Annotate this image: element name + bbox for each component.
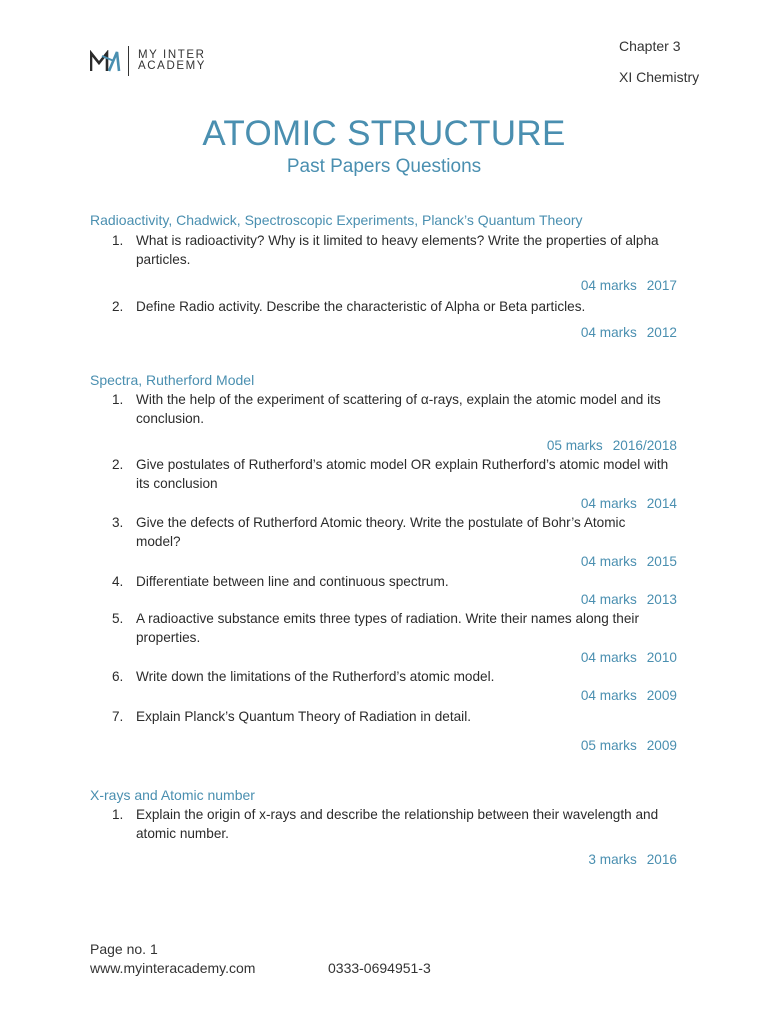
question-number: 1.	[112, 807, 124, 822]
page-subtitle: Past Papers Questions	[286, 156, 482, 177]
question-text: Write down the limitations of the Rutherford’s atomic model.	[136, 669, 495, 684]
academy-logo	[90, 46, 206, 76]
question-marks	[581, 554, 677, 569]
marks-year: 2015	[646, 554, 677, 569]
marks-value: 05 marks	[580, 738, 637, 753]
question-number: 3.	[112, 515, 124, 530]
logo-line-2: ACADEMY	[138, 60, 207, 72]
academy-logo-icon	[90, 50, 122, 72]
question-text: Give the defects of Rutherford Atomic theory. Write the postulate of Bohr’s Atomic model?	[136, 515, 626, 549]
question-text: With the help of the experiment of scattering of α-rays, explain the atomic model and its conclusion.	[136, 392, 661, 426]
logo-divider	[128, 46, 129, 76]
question-number: 5.	[112, 611, 124, 626]
question-number: 2.	[112, 299, 124, 314]
question-number: 4.	[112, 574, 124, 589]
question-marks	[581, 688, 677, 703]
question-marks	[547, 438, 677, 453]
question-marks	[588, 852, 677, 867]
marks-year: 2013	[646, 592, 677, 607]
marks-value: 04 marks	[580, 496, 637, 511]
chapter-label: Chapter 3	[619, 38, 681, 54]
logo-line-1: MY INTER	[138, 49, 206, 61]
question-marks	[581, 592, 677, 607]
question-text: A radioactive substance emits three types of radiation. Write their names along their properties.	[136, 611, 639, 645]
question-number: 1.	[112, 392, 124, 407]
marks-year: 2017	[646, 278, 677, 293]
question-text: Explain Planck’s Quantum Theory of Radiation in detail.	[136, 709, 471, 724]
marks-year: 2012	[646, 325, 677, 340]
marks-value: 05 marks	[546, 438, 603, 453]
marks-value: 04 marks	[580, 688, 637, 703]
marks-year: 2009	[646, 738, 677, 753]
section-heading-xrays: X-rays and Atomic number	[90, 787, 255, 803]
marks-value: 04 marks	[580, 278, 637, 293]
question-marks	[581, 650, 677, 665]
marks-year: 2009	[646, 688, 677, 703]
marks-value: 04 marks	[580, 592, 637, 607]
page-title: ATOMIC STRUCTURE	[202, 114, 566, 153]
website-link[interactable]: www.myinteracademy.com	[90, 960, 256, 976]
section-heading-radioactivity: Radioactivity, Chadwick, Spectroscopic Experiments, Planck’s Quantum Theory	[90, 212, 583, 228]
question-number: 7.	[112, 709, 124, 724]
page-number: Page no. 1	[90, 941, 158, 957]
subject-label: XI Chemistry	[619, 69, 700, 85]
logo-wordmark	[138, 50, 206, 72]
marks-year: 2016	[646, 852, 677, 867]
question-marks	[581, 278, 677, 293]
marks-value: 04 marks	[580, 554, 637, 569]
question-number: 6.	[112, 669, 124, 684]
question-text: Explain the origin of x-rays and describe the relationship between their wavelength and atomic number.	[136, 807, 659, 841]
question-text: Define Radio activity. Describe the characteristic of Alpha or Beta particles.	[136, 299, 586, 314]
question-marks	[581, 496, 677, 511]
marks-year: 2010	[646, 650, 677, 665]
question-marks	[581, 325, 677, 340]
question-marks	[581, 738, 677, 753]
marks-value: 04 marks	[580, 325, 637, 340]
section-heading-spectra: Spectra, Rutherford Model	[90, 372, 255, 388]
marks-value: 3 marks	[588, 852, 637, 867]
question-number: 1.	[112, 233, 124, 248]
phone-number: 0333-0694951-3	[328, 960, 431, 976]
question-text: Give postulates of Rutherford’s atomic model OR explain Rutherford’s atomic model with its conclusion	[136, 457, 669, 491]
marks-value: 04 marks	[580, 650, 637, 665]
marks-year: 2014	[646, 496, 677, 511]
question-text: Differentiate between line and continuous spectrum.	[136, 574, 449, 589]
question-text: What is radioactivity? Why is it limited to heavy elements? Write the properties of alpha particles.	[136, 233, 659, 267]
question-number: 2.	[112, 457, 124, 472]
marks-year: 2016/2018	[612, 438, 677, 453]
